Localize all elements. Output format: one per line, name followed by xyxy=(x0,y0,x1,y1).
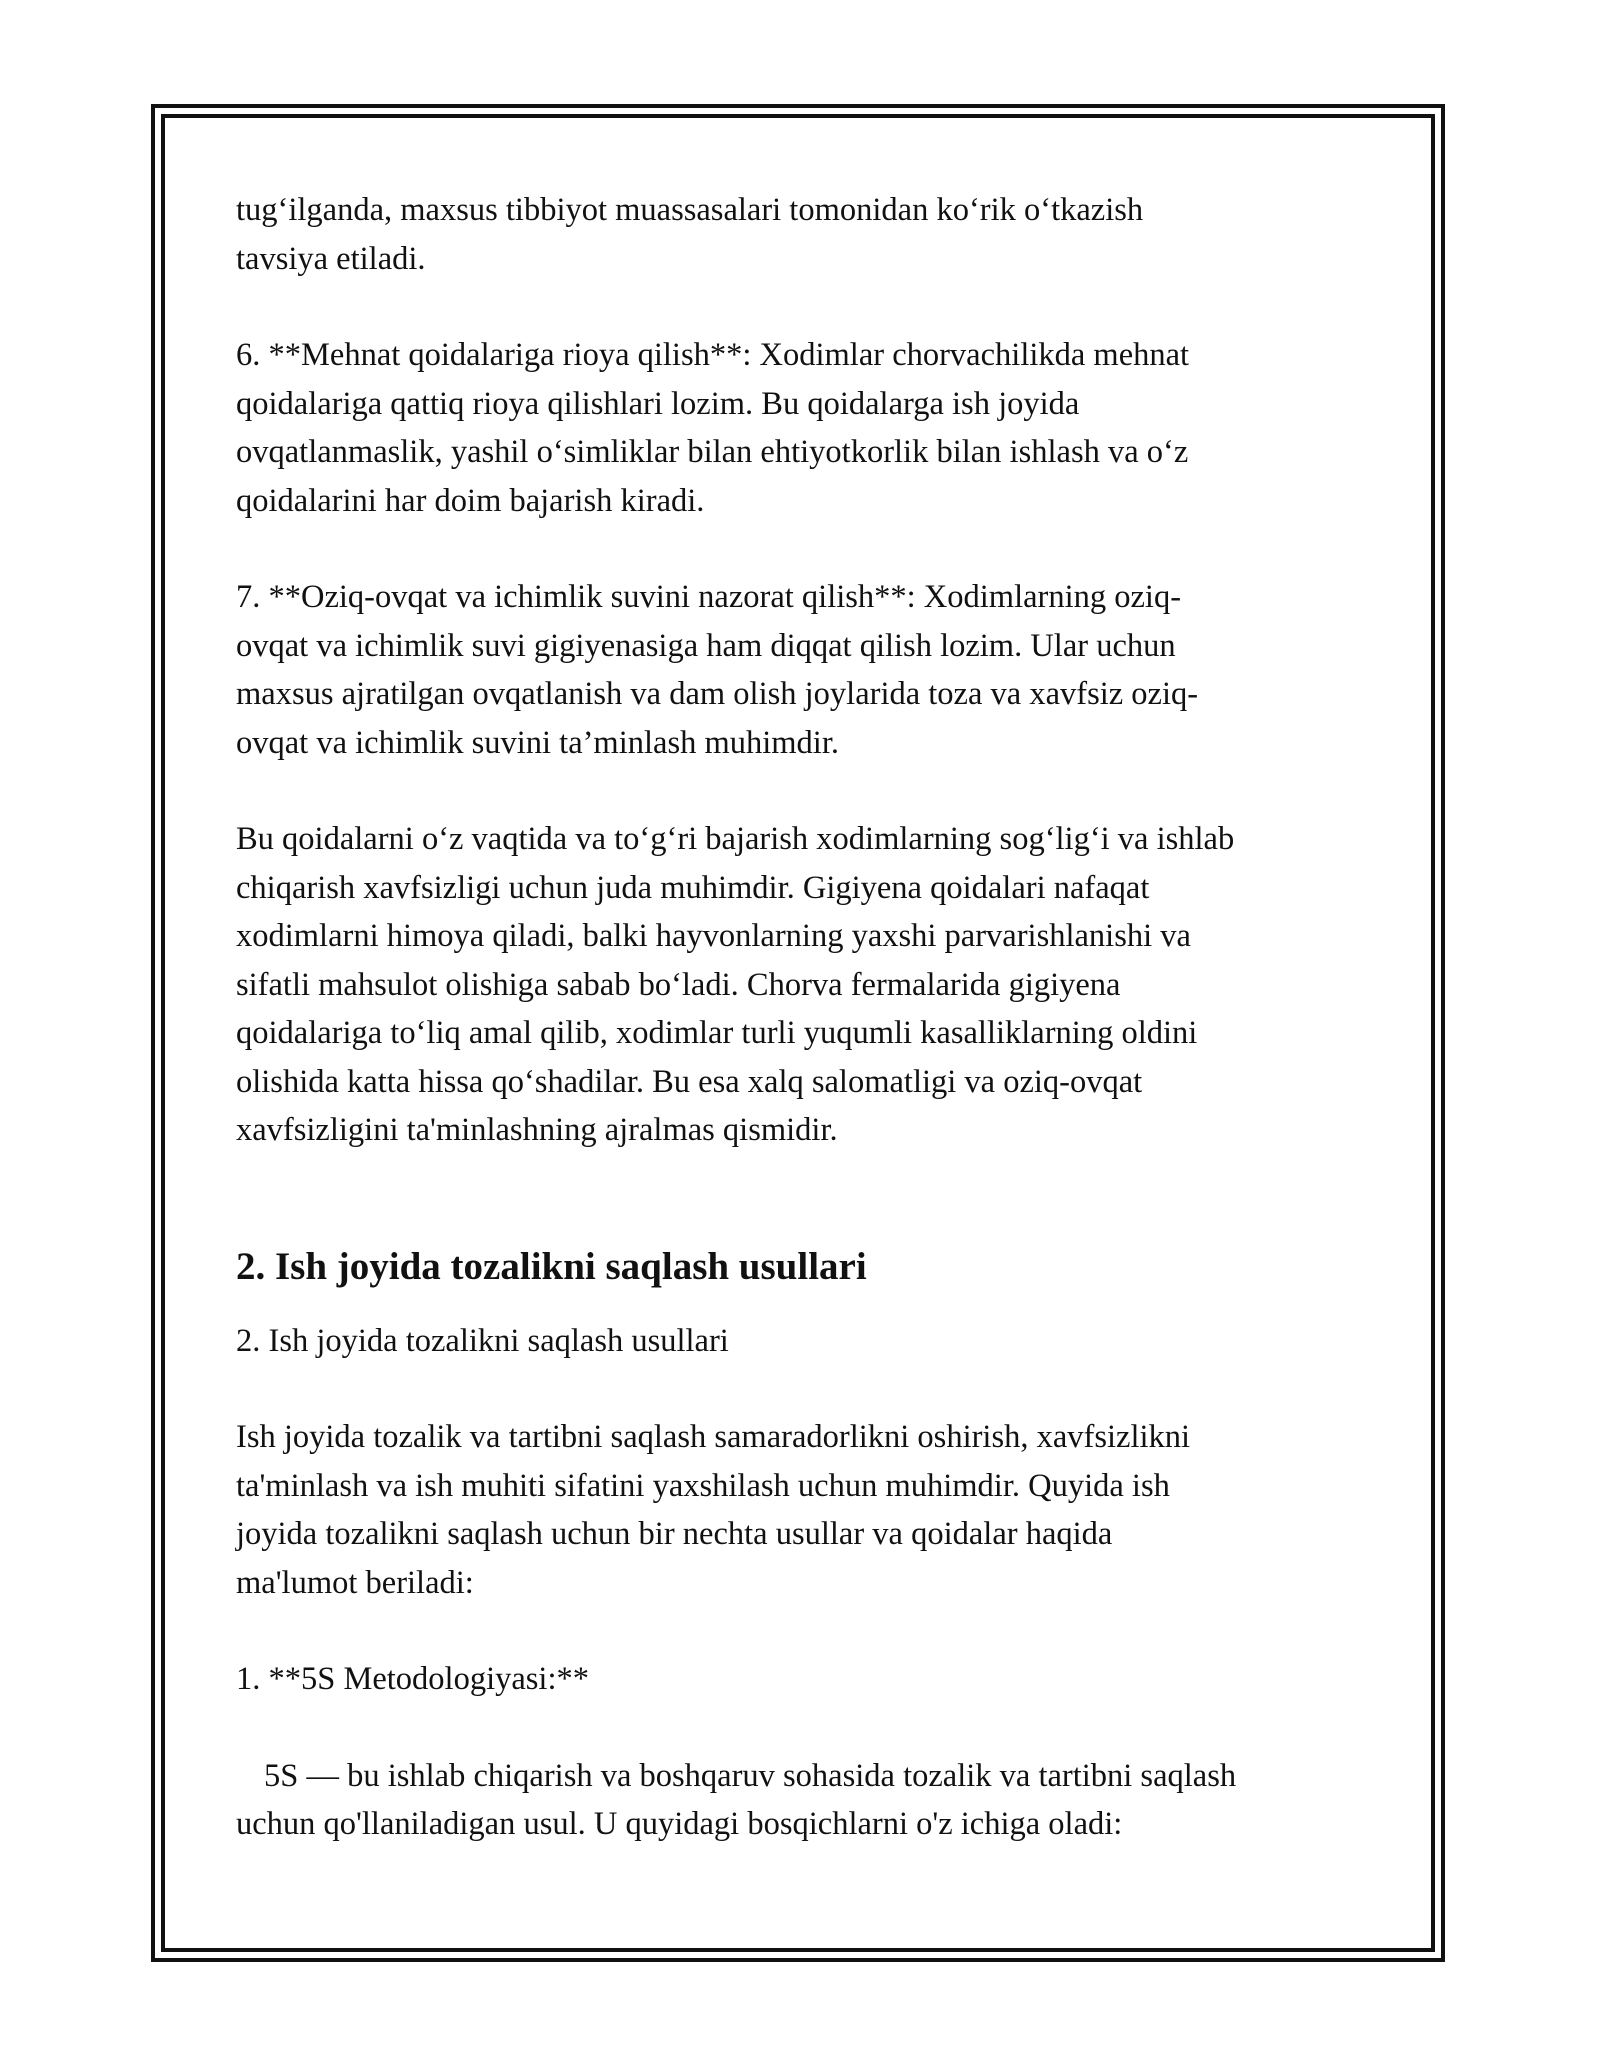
text-line: joyida tozalikni saqlash uchun bir nechta usullar va qoidalar haqida xyxy=(236,1516,1113,1552)
paragraph-item-6 xyxy=(236,331,1366,525)
text-line: ovqatlanmaslik, yashil o‘simliklar bilan ehtiyotkorlik bilan ishlash va o‘z xyxy=(236,434,1189,470)
text-line: 2. Ish joyida tozalikni saqlash usullari xyxy=(236,1322,729,1359)
text-line: qoidalariga qattiq rioya qilishlari lozim. Bu qoidalarga ish joyida xyxy=(236,385,1080,422)
text-line: xodimlarni himoya qiladi, balki hayvonlarning yaxshi parvarishlanishi va xyxy=(236,918,1191,954)
text-line: ma'lumot beriladi: xyxy=(236,1564,474,1601)
paragraph-section-title-repeat xyxy=(236,1317,1366,1366)
text-line: qoidalarini har doim bajarish kiradi. xyxy=(236,482,705,519)
text-line: Ish joyida tozalik va tartibni saqlash samaradorlikni oshirish, xavfsizlikni xyxy=(236,1419,1191,1455)
text-line: 6. **Mehnat qoidalariga rioya qilish**: Xodimlar chorvachilikda mehnat xyxy=(236,337,1190,373)
text-line: tug‘ilganda, maxsus tibbiyot muassasalari tomonidan ko‘rik o‘tkazish xyxy=(236,192,1144,228)
text-line: Bu qoidalarni o‘z vaqtida va to‘g‘ri bajarish xodimlarning sog‘lig‘i va ishlab xyxy=(236,821,1235,857)
paragraph-5s-description xyxy=(236,1752,1366,1849)
document-body xyxy=(236,186,1366,1849)
text-line: 7. **Oziq-ovqat va ichimlik suvini nazorat qilish**: Xodimlarning oziq- xyxy=(236,579,1182,615)
text-line: ta'minlash va ish muhiti sifatini yaxshilash uchun muhimdir. Quyida ish xyxy=(236,1467,1170,1504)
text-line: tavsiya etiladi. xyxy=(236,240,426,277)
text-line: sifatli mahsulot olishiga sabab bo‘ladi. Chorva fermalarida gigiyena xyxy=(236,966,1121,1003)
paragraph-item-7 xyxy=(236,573,1366,767)
text-line: ovqat va ichimlik suvi gigiyenasiga ham diqqat qilish lozim. Ular uchun xyxy=(236,627,1176,664)
paragraph-intro xyxy=(236,1413,1366,1607)
text-line: chiqarish xavfsizligi uchun juda muhimdir. Gigiyena qoidalari nafaqat xyxy=(236,869,1150,906)
text-line: qoidalariga to‘liq amal qilib, xodimlar turli yuqumli kasalliklarning oldini xyxy=(236,1015,1198,1051)
section-heading: 2. Ish joyida tozalikni saqlash usullari xyxy=(236,1244,867,1288)
paragraph-list-item-5s xyxy=(236,1655,1366,1704)
paragraph-continuation xyxy=(236,186,1366,283)
text-line: 5S — bu ishlab chiqarish va boshqaruv sohasida tozalik va tartibni saqlash xyxy=(264,1757,1237,1794)
text-line: ovqat va ichimlik suvini ta’minlash muhimdir. xyxy=(236,724,839,761)
paragraph-conclusion xyxy=(236,815,1366,1155)
text-line: uchun qo'llaniladigan usul. U quyidagi bosqichlarni o'z ichiga oladi: xyxy=(236,1806,1123,1842)
text-line: olishida katta hissa qo‘shadilar. Bu esa xalq salomatligi va oziq-ovqat xyxy=(236,1063,1143,1100)
text-line: 1. **5S Metodologiyasi:** xyxy=(236,1661,589,1697)
text-line: maxsus ajratilgan ovqatlanish va dam olish joylarida toza va xavfsiz oziq- xyxy=(236,676,1199,712)
text-line: xavfsizligini ta'minlashning ajralmas qismidir. xyxy=(236,1112,838,1148)
